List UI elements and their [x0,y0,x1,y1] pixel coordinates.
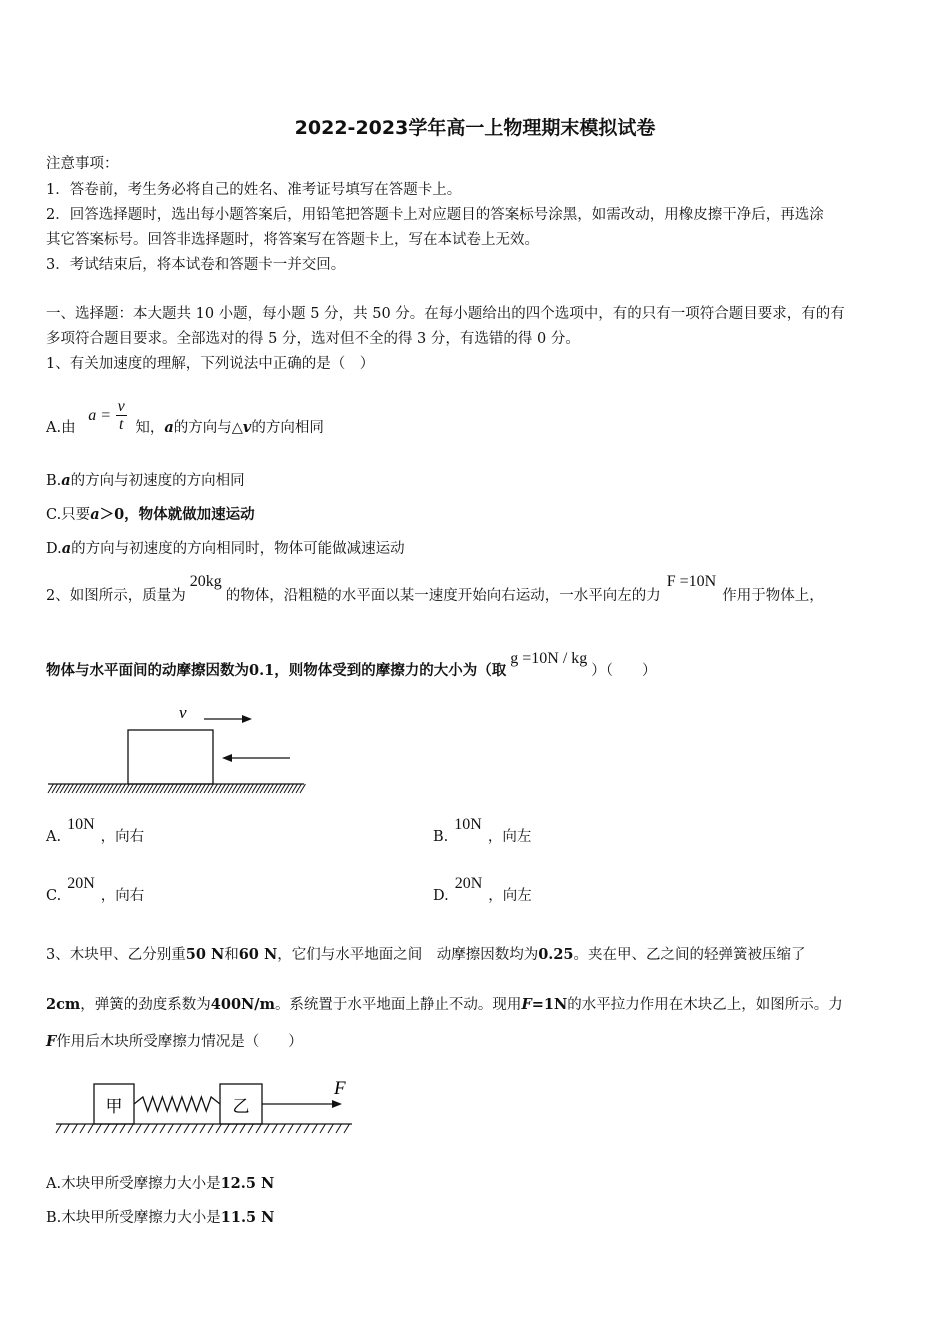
q1-stem: 1、有关加速度的理解，下列说法中正确的是（ ） [46,356,375,372]
option-direction: ，向右 [100,829,145,845]
var-a: a [90,506,100,523]
option-label: A. [46,829,62,845]
hatch-mark [232,1124,237,1133]
q2-stem-line2 [46,650,657,680]
option-value: 11.5 N [220,1209,275,1226]
text: 的方向相同 [251,420,324,436]
q3-stem-line3 [46,1030,303,1051]
option-direction: ，向左 [488,888,532,904]
option-label: A.木块甲所受摩擦力大小是 [46,1176,221,1192]
hatch-mark [128,1124,133,1133]
hatch-mark [144,1124,149,1133]
hatch-mark [136,1124,141,1133]
text: 。系统置于水平地面上静止不动。现用 [274,997,522,1013]
hatch-mark [312,1124,317,1133]
hatch-mark [200,1124,205,1133]
spring-blocks-figure [52,1072,358,1144]
option-value: 10N [67,816,95,833]
hatch-mark [88,1124,93,1133]
hatch-mark [224,1124,229,1133]
hatch-mark [64,1124,69,1133]
compression-value: 2cm [46,996,81,1013]
block-friction-figure [46,700,308,800]
option-value: 20N [454,875,483,892]
option-label: B. [46,473,62,489]
mass-value: 20kg [189,573,222,590]
hatch-mark [152,1124,157,1133]
var-a: a [61,540,72,557]
q3-stem-line1 [46,943,806,964]
hatch-mark [56,1124,61,1133]
ground-hatching [48,784,305,793]
hatch-mark [296,1124,301,1133]
force-value: F =10N [666,573,717,590]
mu-value: 0.1 [249,662,275,679]
velocity-arrowhead [242,715,252,723]
formula-denominator: t [118,416,124,433]
q2-stem-line1 [46,573,824,605]
option-label: B.木块甲所受摩擦力大小是 [46,1210,221,1226]
block-jia-label: 甲 [105,1097,123,1117]
hatch-mark [256,1124,261,1133]
option-label: C.只要 [46,507,91,523]
text: ，弹簧的劲度系数为 [80,997,211,1013]
hatch-mark [192,1124,197,1133]
section-instructions: 一、选择题：本大题共 10 小题，每小题 5 分，共 50 分。在每小题给出的四个选项中，有的只有一项符合题目要求，有的有 [46,306,845,322]
g-value: g =10N / kg [510,650,588,667]
q3-stem-line2 [46,993,843,1014]
hatch-mark [120,1124,125,1133]
block-yi-label: 乙 [232,1097,250,1117]
hatch-mark [80,1124,85,1133]
hatch-mark [248,1124,253,1133]
pull-force-arrowhead [332,1100,342,1108]
notice-item: 1．答卷前，考生务必将自己的姓名、准考证号填写在答题卡上。 [46,182,462,198]
page-title: 2022-2023学年高一上物理期末模拟试卷 [294,117,656,139]
q1-option-d [46,537,405,558]
hatch-mark [264,1124,269,1133]
var-f: F [521,996,532,1013]
q2-option-b [433,816,532,846]
option-direction: ，向左 [487,829,532,845]
option-label: A.由 [46,420,76,436]
notice-item: 2．回答选择题时，选出每小题答案后，用铅笔把答题卡上对应题目的答案标号涂黑，如需改动，用橡皮擦干净后，再选涂 [46,207,824,223]
option-value: 20N [67,875,95,892]
weight-value: 50 N [185,946,225,963]
force-label: F [334,1078,346,1099]
notice-heading: 注意事项： [46,156,119,172]
option-value: 10N [454,816,482,833]
hatch-mark [304,1124,309,1133]
hatch-mark [272,1124,277,1133]
text: 作用后木块所受摩擦力情况是（ ） [56,1034,303,1050]
hatch-mark [240,1124,245,1133]
formula-numerator: v [117,398,125,415]
var-v: v [242,419,252,436]
hatch-mark [328,1124,333,1133]
text: 的方向与△ [173,420,243,436]
force-arrowhead [222,754,232,762]
text: 2、如图所示，质量为 [46,588,186,604]
hatch-mark [168,1124,173,1133]
var-a: a [164,419,174,436]
q1-option-a [46,398,324,446]
hatch-mark [208,1124,213,1133]
hatch-mark [112,1124,117,1133]
spring-constant: 400N/m [210,996,275,1013]
text: 作用于物体上， [722,588,824,604]
var-f: F [46,1033,57,1050]
formula-fraction [116,398,127,434]
option-label: D. [433,888,449,904]
mu-value: 0.25 [538,946,574,963]
hatch-mark [184,1124,189,1133]
option-label: B. [433,829,449,845]
block [128,730,213,784]
velocity-label: v [179,703,187,722]
option-value: 12.5 N [220,1175,275,1192]
q2-option-c [46,875,145,905]
q3-option-b [46,1206,274,1227]
hatch-mark [176,1124,181,1133]
option-label: C. [46,888,62,904]
hatch-mark [96,1124,101,1133]
text: 知， [135,420,165,436]
hatch-mark [336,1124,341,1133]
hatch-mark [280,1124,285,1133]
formula-lhs: a = [88,407,111,424]
hatch-mark [104,1124,109,1133]
text: 的方向与初速度的方向相同时，物体可能做减速运动 [71,541,405,557]
q3-option-a [46,1172,274,1193]
section-instructions: 多项符合题目要求。全部选对的得 5 分，选对但不全的得 3 分，有选错的得 0 分。 [46,331,580,347]
hatch-mark [288,1124,293,1133]
q2-option-a [46,816,145,846]
ground-hatching [56,1124,349,1133]
hatch-mark [72,1124,77,1133]
var-a: a [61,472,71,489]
text: ，则物体受到的摩擦力的大小为（取 [274,662,507,679]
text: 。夹在甲、乙之间的轻弹簧被压缩了 [573,947,806,963]
text: 物体与水平面间的动摩擦因数为 [46,662,249,679]
hatch-mark [160,1124,165,1133]
force-value: =1N [531,996,568,1013]
text: ，它们与水平地面之间 动摩擦因数均为 [277,947,539,963]
text: ＞0，物体就做加速运动 [99,506,255,523]
q2-option-d [433,875,532,905]
text: 的水平拉力作用在木块乙上，如图所示。力 [567,997,843,1013]
notice-item: 其它答案标号。回答非选择题时，将答案写在答题卡上，写在本试卷上无效。 [46,232,539,248]
hatch-mark [320,1124,325,1133]
q1-option-c [46,503,255,524]
text: 的物体，沿粗糙的水平面以某一速度开始向右运动，一水平向左的力 [225,588,661,604]
text: 3、木块甲、乙分别重 [46,947,186,963]
spring [134,1097,220,1111]
notice-item: 3．考试结束后，将本试卷和答题卡一并交回。 [46,257,346,273]
text: ）（ ） [591,663,657,679]
hatch-mark [344,1124,349,1133]
text: 和 [224,947,239,963]
text: 的方向与初速度的方向相同 [70,473,245,489]
option-direction: ，向右 [100,888,145,904]
hatch-mark [216,1124,221,1133]
q1-option-b [46,469,245,490]
option-label: D. [46,541,62,557]
weight-value: 60 N [238,946,278,963]
